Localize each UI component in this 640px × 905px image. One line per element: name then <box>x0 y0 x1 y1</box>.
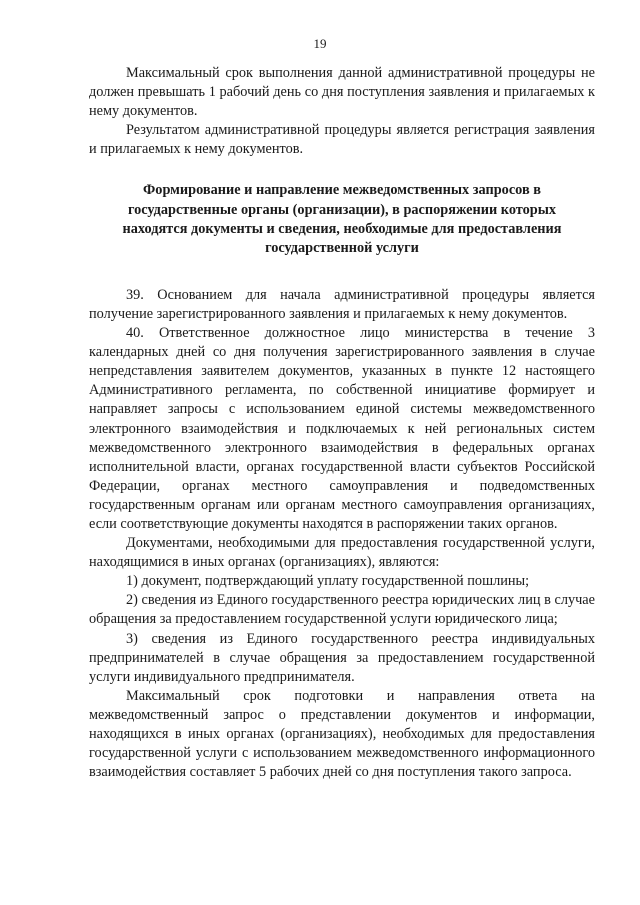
list-item: 2) сведения из Единого государственного реестра юридических лиц в случае обращения за предоставлением государственной услуги юридического лица; <box>89 592 595 628</box>
paragraph: Максимальный срок выполнения данной административной процедуры не должен превышать 1 рабочий день со дня поступления заявления и прилагаемых к нему документов. <box>89 65 595 120</box>
paragraph: Документами, необходимыми для предоставления государственной услуги, находящимися в иных органах (организациях), являются: <box>89 535 595 571</box>
page-number: 19 <box>313 36 327 51</box>
section-heading: Формирование и направление межведомственных запросов в государственные органы (организации), в распоряжении которых находятся документы и сведения, необходимые для предоставления государственной услуги <box>122 182 562 256</box>
paragraph-item-40: 40. Ответственное должностное лицо министерства в течение 3 календарных дней со дня получения зарегистрированного заявления в случае непредставления заявителем документов, указанных в пункте 12 настоящего Административного регламента, по собственной инициативе формирует и направляет запросы с использованием единой системы межведомственного электронного взаимодействия и подключаемых к ней региональных систем межведомственного электронного взаимодействия в федеральных органах исполнительной власти, органах государственной власти субъектов Российской Федерации, органах местного самоуправления и подведомственных государственным органам или органам местного самоуправления организациях, если соответствующие документы находятся в распоряжении таких органов. <box>89 325 595 532</box>
document-body <box>89 64 595 782</box>
list-item: 1) документ, подтверждающий уплату государственной пошлины; <box>126 573 530 590</box>
paragraph: Максимальный срок подготовки и направления ответа на межведомственный запрос о представлении документов и информации, находящихся в иных органах (организациях), необходимых для предоставления государственной услуги с использованием межведомственного информационного взаимодействия составляет 5 рабочих дней со дня поступления такого запроса. <box>89 687 595 781</box>
paragraph: Результатом административной процедуры является регистрация заявления и прилагаемых к нему документов. <box>89 122 595 158</box>
list-item: 3) сведения из Единого государственного реестра индивидуальных предпринимателей в случае обращения за предоставлением государственной услуги индивидуального предпринимателя. <box>89 630 595 685</box>
paragraph-item-39: 39. Основанием для начала административной процедуры является получение зарегистрированного заявления и прилагаемых к нему документов. <box>89 286 595 322</box>
